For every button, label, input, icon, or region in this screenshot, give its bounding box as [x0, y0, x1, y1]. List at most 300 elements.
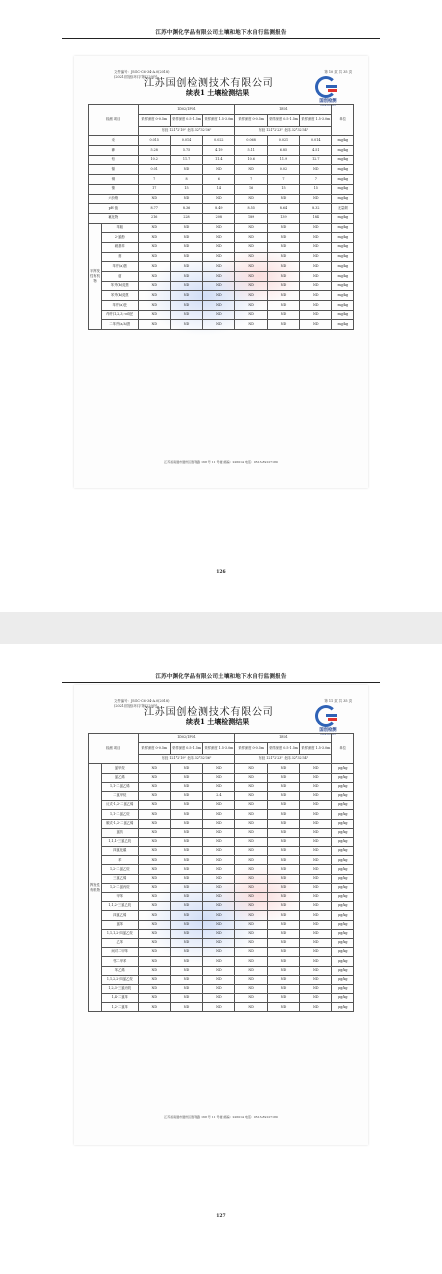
- depth-header: 采样深度 1.5-3.0m: [203, 743, 235, 755]
- analyte-name: 邻二甲苯: [101, 957, 138, 966]
- unit-cell: μg/kg: [332, 865, 354, 874]
- unit-header: 单位: [332, 734, 354, 764]
- result-cell: ND: [300, 310, 332, 320]
- result-cell: ND: [203, 837, 235, 846]
- page-of: 第 10 页 共 35 页: [324, 70, 352, 74]
- result-cell: ND: [300, 994, 332, 1003]
- result-cell: ND: [170, 223, 202, 233]
- page-of: 第 11 页 共 35 页: [324, 699, 352, 703]
- table-row: [89, 957, 354, 966]
- result-cell: 5.75: [170, 146, 202, 156]
- table-row: [89, 310, 354, 320]
- report-page: [0, 644, 442, 1274]
- result-cell: ND: [235, 223, 267, 233]
- item-header: 检测 项目: [89, 734, 139, 764]
- unit-cell: mg/kg: [332, 155, 354, 165]
- unit-cell: mg/kg: [332, 310, 354, 320]
- unit-cell: μg/kg: [332, 929, 354, 938]
- result-cell: ND: [203, 828, 235, 837]
- result-cell: 8.64: [267, 204, 299, 214]
- result-cell: ND: [235, 966, 267, 975]
- result-cell: ND: [203, 194, 235, 204]
- unit-cell: μg/kg: [332, 782, 354, 791]
- result-cell: ND: [300, 929, 332, 938]
- report-number: (2021)国创(环)字第(229)号: [114, 75, 158, 79]
- result-cell: ND: [235, 837, 267, 846]
- logo-sub: GUOCHUANG: [320, 104, 336, 107]
- result-cell: 15: [267, 184, 299, 194]
- analyte-name: 1,2-二氯丙烷: [101, 883, 138, 892]
- result-cell: 0.02: [267, 165, 299, 175]
- unit-cell: mg/kg: [332, 184, 354, 194]
- analyte-name: 1,1,2,2-四氯乙烷: [101, 975, 138, 984]
- result-cell: ND: [203, 233, 235, 243]
- result-cell: 139: [267, 213, 299, 223]
- analyte-name: 氯仿: [101, 828, 138, 837]
- result-cell: ND: [138, 865, 170, 874]
- form-number: 文件编号：JSGC-C6-34-A.0(2018): [114, 699, 170, 703]
- result-cell: ND: [170, 938, 202, 947]
- result-cell: 5.28: [138, 146, 170, 156]
- result-cell: ND: [203, 984, 235, 993]
- unit-cell: μg/kg: [332, 920, 354, 929]
- table-row: [89, 773, 354, 782]
- result-cell: ND: [300, 1003, 332, 1012]
- analyte-name: 三氯乙烯: [101, 874, 138, 883]
- table-row: [89, 810, 354, 819]
- result-cell: ND: [300, 975, 332, 984]
- result-cell: ND: [170, 856, 202, 865]
- unit-cell: mg/kg: [332, 291, 354, 301]
- unit-cell: μg/kg: [332, 791, 354, 800]
- result-cell: ND: [267, 310, 299, 320]
- table-row: [89, 874, 354, 883]
- depth-header: 采样深度 0-0.5m: [138, 743, 170, 755]
- result-cell: 0.068: [235, 136, 267, 146]
- depth-header: 采样深度 1.5-3.0m: [203, 114, 235, 126]
- result-cell: 8.77: [138, 204, 170, 214]
- unit-cell: mg/kg: [332, 165, 354, 175]
- result-cell: ND: [267, 893, 299, 902]
- unit-cell: μg/kg: [332, 893, 354, 902]
- analyte-name: 二氯甲烷: [101, 791, 138, 800]
- depth-header: 采样深度 0.5-1.5m: [267, 114, 299, 126]
- unit-cell: mg/kg: [332, 136, 354, 146]
- unit-cell: μg/kg: [332, 1003, 354, 1012]
- result-cell: ND: [235, 975, 267, 984]
- page-number: 126: [216, 570, 226, 575]
- result-cell: ND: [203, 847, 235, 856]
- result-cell: ND: [300, 819, 332, 828]
- result-cell: 4.19: [203, 146, 235, 156]
- result-cell: ND: [138, 281, 170, 291]
- table-row: [89, 865, 354, 874]
- result-cell: ND: [267, 320, 299, 330]
- report-number: (2021)国创(环)字第(229)号: [114, 704, 158, 708]
- result-cell: ND: [170, 911, 202, 920]
- result-cell: ND: [170, 966, 202, 975]
- result-cell: ND: [138, 801, 170, 810]
- result-cell: ND: [170, 847, 202, 856]
- result-cell: ND: [170, 281, 202, 291]
- result-cell: ND: [170, 874, 202, 883]
- result-cell: ND: [267, 791, 299, 800]
- result-cell: ND: [170, 819, 202, 828]
- sheet-footer: 江苏省南通市通州区胜利路 168 号 11 号楼 邮编：226014 电话：0513-89127180: [164, 460, 278, 464]
- table-row: [89, 320, 354, 330]
- unit-cell: μg/kg: [332, 810, 354, 819]
- result-cell: ND: [300, 320, 332, 330]
- analyte-name: 1,1,1-三氯乙烷: [101, 837, 138, 846]
- result-cell: ND: [300, 865, 332, 874]
- result-cell: ND: [235, 920, 267, 929]
- unit-cell: mg/kg: [332, 233, 354, 243]
- result-cell: ND: [170, 994, 202, 1003]
- table-row: [89, 213, 354, 223]
- result-cell: 7: [300, 175, 332, 185]
- result-cell: ND: [300, 893, 332, 902]
- result-cell: ND: [170, 272, 202, 282]
- analyte-name: 苯: [101, 856, 138, 865]
- result-cell: ND: [300, 272, 332, 282]
- result-cell: ND: [267, 847, 299, 856]
- result-cell: ND: [138, 929, 170, 938]
- sheet-footer: 江苏省南通市通州区胜利路 168 号 11 号楼 邮编：226014 电话：0513-89127180: [164, 1115, 278, 1119]
- result-cell: ND: [267, 223, 299, 233]
- result-cell: ND: [300, 773, 332, 782]
- result-cell: ND: [203, 782, 235, 791]
- unit-cell: μg/kg: [332, 984, 354, 993]
- table-row: [89, 146, 354, 156]
- result-cell: ND: [203, 975, 235, 984]
- result-cell: ND: [138, 1003, 170, 1012]
- result-cell: ND: [267, 865, 299, 874]
- result-cell: ND: [203, 920, 235, 929]
- result-cell: ND: [203, 865, 235, 874]
- result-cell: 0.014: [300, 136, 332, 146]
- result-cell: ND: [235, 994, 267, 1003]
- result-cell: ND: [235, 782, 267, 791]
- report-page: [0, 0, 442, 612]
- table-row: [89, 801, 354, 810]
- result-cell: ND: [170, 252, 202, 262]
- logo-sub: GUOCHUANG: [320, 733, 336, 736]
- result-cell: ND: [267, 272, 299, 282]
- result-cell: ND: [300, 233, 332, 243]
- result-cell: 16: [235, 184, 267, 194]
- result-cell: ND: [138, 975, 170, 984]
- table-row: [89, 1003, 354, 1012]
- depth-header: 采样深度 1.5-3.0m: [300, 743, 332, 755]
- table-row: [89, 938, 354, 947]
- result-cell: ND: [170, 929, 202, 938]
- result-cell: ND: [203, 320, 235, 330]
- result-cell: ND: [300, 984, 332, 993]
- result-cell: ND: [235, 801, 267, 810]
- result-cell: ND: [235, 301, 267, 311]
- unit-cell: μg/kg: [332, 828, 354, 837]
- analyte-name: 苯并(k)荧蒽: [101, 291, 138, 301]
- unit-cell: μg/kg: [332, 856, 354, 865]
- result-cell: ND: [235, 194, 267, 204]
- result-cell: ND: [235, 773, 267, 782]
- result-cell: ND: [300, 810, 332, 819]
- analyte-name: 1,4-二氯苯: [101, 994, 138, 1003]
- result-cell: ND: [300, 911, 332, 920]
- result-cell: ND: [235, 893, 267, 902]
- result-cell: ND: [138, 262, 170, 272]
- result-cell: ND: [235, 310, 267, 320]
- result-cell: ND: [170, 320, 202, 330]
- result-cell: ND: [203, 165, 235, 175]
- point-right: 1E01: [235, 105, 332, 115]
- table-row: [89, 837, 354, 846]
- result-cell: ND: [170, 828, 202, 837]
- unit-cell: μg/kg: [332, 911, 354, 920]
- unit-cell: mg/kg: [332, 242, 354, 252]
- result-cell: ND: [267, 810, 299, 819]
- analyte-name: 2-氯酚: [101, 233, 138, 243]
- analyte-name: 1,1,1,2-四氯乙烷: [101, 929, 138, 938]
- header-row: [89, 734, 354, 743]
- result-cell: ND: [267, 957, 299, 966]
- unit-cell: μg/kg: [332, 819, 354, 828]
- result-cell: ND: [138, 994, 170, 1003]
- analyte-name: 砷: [89, 146, 139, 156]
- result-cell: ND: [138, 893, 170, 902]
- header-divider: [62, 38, 380, 39]
- result-cell: ND: [203, 252, 235, 262]
- result-cell: ND: [138, 810, 170, 819]
- result-cell: ND: [138, 272, 170, 282]
- point-right: 1E01: [235, 734, 332, 743]
- result-cell: ND: [138, 828, 170, 837]
- analyte-name: 四氯乙烯: [101, 911, 138, 920]
- result-cell: ND: [138, 320, 170, 330]
- result-cell: ND: [138, 883, 170, 892]
- result-cell: ND: [138, 819, 170, 828]
- header-divider: [62, 682, 380, 683]
- result-cell: ND: [203, 911, 235, 920]
- category-label: 半挥发性有机物: [89, 223, 102, 330]
- result-cell: 0.01: [138, 165, 170, 175]
- result-cell: ND: [267, 782, 299, 791]
- table-row: [89, 242, 354, 252]
- result-cell: ND: [203, 938, 235, 947]
- unit-cell: mg/kg: [332, 301, 354, 311]
- unit-cell: mg/kg: [332, 146, 354, 156]
- analyte-name: pH 值: [89, 204, 139, 214]
- result-cell: ND: [235, 262, 267, 272]
- unit-cell: μg/kg: [332, 975, 354, 984]
- result-cell: ND: [235, 1003, 267, 1012]
- result-cell: ND: [170, 948, 202, 957]
- result-cell: ND: [300, 252, 332, 262]
- result-cell: ND: [267, 233, 299, 243]
- result-cell: 10.6: [235, 155, 267, 165]
- result-cell: 7: [235, 175, 267, 185]
- analyte-name: 1,1,2-三氯乙烷: [101, 902, 138, 911]
- result-cell: ND: [300, 957, 332, 966]
- logo-name: 国创检测: [319, 728, 337, 733]
- result-cell: ND: [170, 920, 202, 929]
- depth-header: 采样深度 0.5-1.5m: [170, 114, 202, 126]
- result-cell: ND: [300, 837, 332, 846]
- result-cell: ND: [235, 984, 267, 993]
- result-cell: ND: [170, 242, 202, 252]
- table-row: [89, 764, 354, 773]
- unit-cell: μg/kg: [332, 773, 354, 782]
- result-cell: ND: [203, 310, 235, 320]
- result-cell: ND: [267, 281, 299, 291]
- result-cell: ND: [235, 874, 267, 883]
- analyte-name: 苯胺: [101, 223, 138, 233]
- result-cell: ND: [300, 782, 332, 791]
- unit-cell: mg/kg: [332, 320, 354, 330]
- table-subtitle: 续表1 土壤检测结果: [186, 88, 250, 97]
- result-cell: 8.32: [300, 204, 332, 214]
- analyte-name: 苯并(a)蒽: [101, 262, 138, 272]
- logo-name: 国创检测: [319, 99, 337, 104]
- result-cell: ND: [138, 847, 170, 856]
- result-cell: ND: [300, 883, 332, 892]
- table-row: [89, 204, 354, 214]
- result-cell: ND: [203, 242, 235, 252]
- result-cell: ND: [267, 948, 299, 957]
- analyte-name: 反式-1,2-二氯乙烯: [101, 801, 138, 810]
- depth-header: 采样深度 0-0.5m: [138, 114, 170, 126]
- scanned-sheet: [74, 685, 368, 1145]
- unit-cell: mg/kg: [332, 262, 354, 272]
- analyte-name: 氯苯: [101, 920, 138, 929]
- result-cell: 228: [170, 213, 202, 223]
- result-cell: ND: [138, 837, 170, 846]
- analyte-name: 间对二甲苯: [101, 948, 138, 957]
- result-cell: ND: [138, 301, 170, 311]
- result-cell: ND: [300, 828, 332, 837]
- point-left: 1D02/1F01: [138, 105, 235, 115]
- company-name: 江苏国创检测技术有限公司: [144, 78, 274, 89]
- result-cell: 11.9: [267, 155, 299, 165]
- unit-cell: 无量纲: [332, 204, 354, 214]
- result-cell: ND: [300, 291, 332, 301]
- result-cell: 189: [235, 213, 267, 223]
- result-cell: ND: [267, 828, 299, 837]
- result-cell: 5.11: [235, 146, 267, 156]
- result-cell: ND: [138, 948, 170, 957]
- result-cell: ND: [170, 975, 202, 984]
- result-cell: ND: [235, 819, 267, 828]
- result-cell: ND: [170, 984, 202, 993]
- analyte-name: 苯乙烯: [101, 966, 138, 975]
- table-row: [89, 828, 354, 837]
- result-cell: ND: [300, 764, 332, 773]
- result-cell: ND: [138, 791, 170, 800]
- result-cell: ND: [235, 847, 267, 856]
- unit-cell: mg/kg: [332, 223, 354, 233]
- result-cell: ND: [203, 764, 235, 773]
- analyte-name: 铅: [89, 155, 139, 165]
- result-cell: ND: [138, 938, 170, 947]
- result-cell: ND: [138, 252, 170, 262]
- result-cell: ND: [138, 233, 170, 243]
- result-cell: ND: [170, 233, 202, 243]
- result-cell: ND: [235, 828, 267, 837]
- table-row: [89, 782, 354, 791]
- result-cell: 8: [170, 175, 202, 185]
- result-cell: 0.014: [170, 136, 202, 146]
- result-cell: ND: [170, 837, 202, 846]
- result-cell: ND: [235, 810, 267, 819]
- company-name: 江苏国创检测技术有限公司: [144, 707, 274, 718]
- result-cell: 8.55: [235, 204, 267, 214]
- result-cell: ND: [267, 975, 299, 984]
- result-cell: ND: [267, 856, 299, 865]
- point-left: 1D02/1F01: [138, 734, 235, 743]
- result-cell: ND: [235, 865, 267, 874]
- result-cell: ND: [267, 262, 299, 272]
- coord-right: 东经 121°2'23" 北纬 32°32'34": [235, 126, 332, 136]
- analyte-name: 1,1-二氯乙烯: [101, 782, 138, 791]
- depth-header: 采样深度 0-0.5m: [235, 743, 267, 755]
- result-cell: ND: [235, 902, 267, 911]
- result-cell: ND: [138, 773, 170, 782]
- result-cell: ND: [300, 791, 332, 800]
- depth-header: 采样深度 1.5-3.0m: [300, 114, 332, 126]
- result-cell: ND: [203, 902, 235, 911]
- result-cell: ND: [267, 301, 299, 311]
- table-row: [89, 920, 354, 929]
- result-cell: ND: [203, 948, 235, 957]
- result-cell: 15: [300, 184, 332, 194]
- result-cell: 11.4: [203, 155, 235, 165]
- result-cell: ND: [203, 874, 235, 883]
- unit-cell: mg/kg: [332, 281, 354, 291]
- unit-cell: μg/kg: [332, 764, 354, 773]
- result-cell: ND: [203, 801, 235, 810]
- result-cell: ND: [138, 291, 170, 301]
- header-row: [89, 105, 354, 115]
- result-cell: ND: [300, 281, 332, 291]
- result-cell: ND: [203, 966, 235, 975]
- result-cell: ND: [138, 984, 170, 993]
- result-cell: ND: [235, 242, 267, 252]
- table-row: [89, 847, 354, 856]
- table-row: [89, 291, 354, 301]
- result-cell: ND: [203, 272, 235, 282]
- analyte-name: 苯并(a)芘: [101, 301, 138, 311]
- unit-cell: μg/kg: [332, 902, 354, 911]
- unit-cell: μg/kg: [332, 957, 354, 966]
- result-cell: ND: [235, 883, 267, 892]
- result-cell: ND: [235, 291, 267, 301]
- unit-cell: mg/kg: [332, 252, 354, 262]
- analyte-name: 1,2-二氯苯: [101, 1003, 138, 1012]
- result-cell: 2.4: [203, 791, 235, 800]
- result-cell: ND: [235, 911, 267, 920]
- result-cell: ND: [300, 223, 332, 233]
- result-cell: ND: [267, 883, 299, 892]
- analyte-name: 氯乙烯: [101, 773, 138, 782]
- analyte-name: 苯并(b)荧蒽: [101, 281, 138, 291]
- result-cell: ND: [267, 966, 299, 975]
- result-cell: ND: [203, 957, 235, 966]
- coord-right: 东经 121°2'23" 北纬 32°32'34": [235, 755, 332, 764]
- table-row: [89, 155, 354, 165]
- result-cell: ND: [300, 948, 332, 957]
- unit-cell: μg/kg: [332, 801, 354, 810]
- analyte-name: 铜: [89, 175, 139, 185]
